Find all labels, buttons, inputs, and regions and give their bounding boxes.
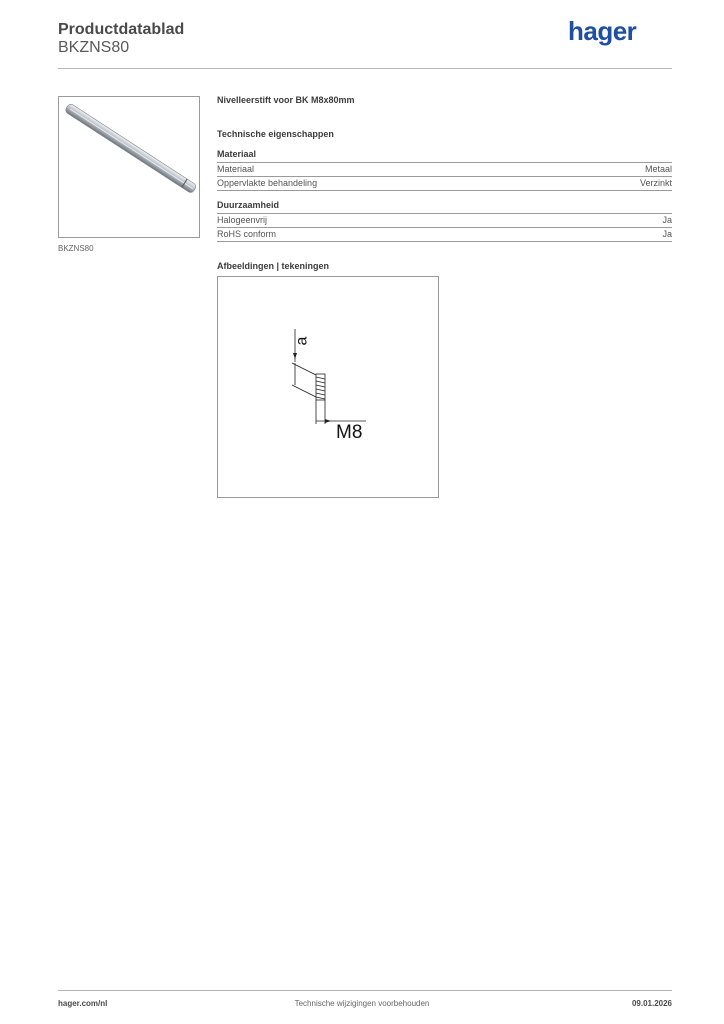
document-title: Productdatablad	[58, 21, 185, 38]
footer-website-link[interactable]: hager.com/nl	[58, 999, 108, 1008]
spec-row	[217, 177, 672, 191]
spec-value: Ja	[662, 215, 672, 225]
image-caption: BKZNS80	[58, 244, 94, 253]
dimension-label-a: a	[293, 336, 311, 346]
dimension-label-m8: M8	[336, 422, 363, 443]
spec-value: Verzinkt	[639, 178, 672, 188]
footer-disclaimer: Technische wijzigingen voorbehouden	[294, 999, 430, 1008]
threaded-rod-image	[59, 97, 199, 237]
spec-value: Metaal	[644, 164, 672, 174]
spec-row	[217, 214, 672, 228]
spec-label: Oppervlakte behandeling	[217, 178, 318, 188]
product-image	[58, 96, 200, 238]
spec-label: Materiaal	[217, 164, 255, 174]
product-description: Nivelleerstift voor BK M8x80mm	[217, 95, 355, 105]
spec-label: RoHS conform	[217, 229, 277, 239]
group-heading-materiaal: Materiaal	[217, 149, 257, 159]
product-code: BKZNS80	[58, 39, 130, 56]
hager-logo[interactable]: hager	[568, 16, 637, 46]
technical-drawing	[217, 276, 439, 498]
drawings-heading: Afbeeldingen | tekeningen	[217, 261, 330, 271]
specification-column	[217, 95, 672, 498]
group-heading-duurzaamheid: Duurzaamheid	[217, 200, 280, 210]
header-divider	[58, 68, 672, 69]
specs-heading: Technische eigenschappen	[217, 129, 334, 139]
footer-date: 09.01.2026	[631, 999, 672, 1008]
spec-label: Halogeenvrij	[217, 215, 268, 225]
footer-divider	[58, 990, 672, 991]
spec-value: Ja	[662, 229, 672, 239]
spec-row	[217, 228, 672, 242]
spec-row	[217, 163, 672, 177]
dimension-drawing	[218, 277, 438, 497]
